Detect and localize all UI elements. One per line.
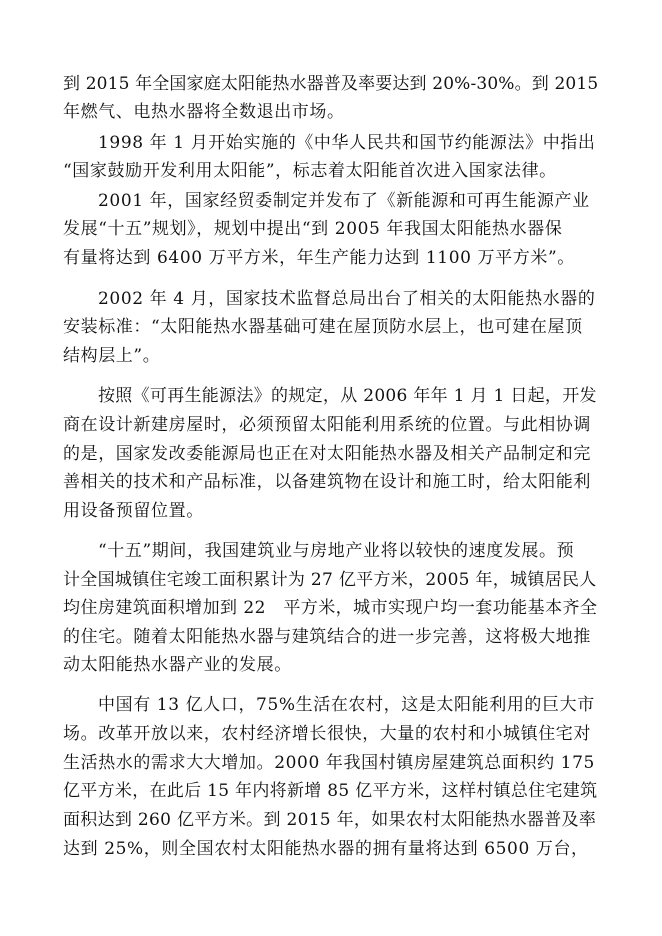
text-line: 中国有 13 亿人口，75%生活在农村，这是太阳能利用的巨大市 [98,695,595,715]
text-line: 计全国城镇住宅竣工面积累计为 27 亿平方米，2005 年，城镇居民人 [63,570,597,590]
text-line: “国家鼓励开发利用太阳能”，标志着太阳能首次进入国家法律。 [63,161,557,181]
text-line: 场。改革开放以来，农村经济增长很快，大量的农村和小城镇住宅对 [63,724,591,744]
text-line: 结构层上”。 [63,346,161,366]
text-line: 用设备预留位置。 [63,501,204,521]
text-line: 1998 年 1 月开始实施的《中华人民共和国节约能源法》中指出 [98,133,596,153]
text-line: 有量将达到 6400 万平方米，年生产能力达到 1100 万平方米”。 [63,248,575,268]
text-line: 年燃气、电热水器将全数退出市场。 [63,102,345,122]
text-line: 到 2015 年全国家庭太阳能热水器普及率要达到 20%-30%。到 2015 [63,74,599,94]
text-line: 动太阳能热水器产业的发展。 [63,655,292,675]
text-line: 面积达到 260 亿平方米。到 2015 年，如果农村太阳能热水器普及率 [63,810,597,830]
text-line: 2001 年，国家经贸委制定并发布了《新能源和可再生能源产业 [98,191,590,211]
text-line: 安装标准：“太阳能热水器基础可建在屋顶防水层上，也可建在屋顶 [63,317,583,337]
text-line: 发展“十五”规划》，规划中提出“到 2005 年我国太阳能热水器保 [63,219,563,239]
text-line: 均住房建筑面积增加到 22 平方米，城市实现户均一套功能基本齐全 [63,598,598,618]
text-line: 亿平方米，在此后 15 年内将新增 85 亿平方米，这样村镇总住宅建筑 [63,781,598,801]
text-line: 的住宅。随着太阳能热水器与建筑结合的进一步完善，这将极大地推 [63,627,591,647]
text-line: 的是，国家发改委能源局也正在对太阳能热水器及相关产品制定和完 [63,444,591,464]
text-line: “十五”期间，我国建筑业与房地产业将以较快的速度发展。预 [98,541,575,561]
text-line: 达到 25%，则全国农村太阳能热水器的拥有量将达到 6500 万台， [63,839,589,859]
text-line: 善相关的技术和产品标准，以备建筑物在设计和施工时，给太阳能利 [63,472,591,492]
text-line: 商在设计新建房屋时，必须预留太阳能利用系统的位置。与此相协调 [63,415,591,435]
text-line: 2002 年 4 月，国家技术监督总局出台了相关的太阳能热水器的 [98,289,596,309]
text-line: 按照《可再生能源法》的规定，从 2006 年年 1 月 1 日起，开发 [98,386,597,406]
text-line: 生活热水的需求大大增加。2000 年我国村镇房屋建筑总面积约 175 [63,753,595,773]
